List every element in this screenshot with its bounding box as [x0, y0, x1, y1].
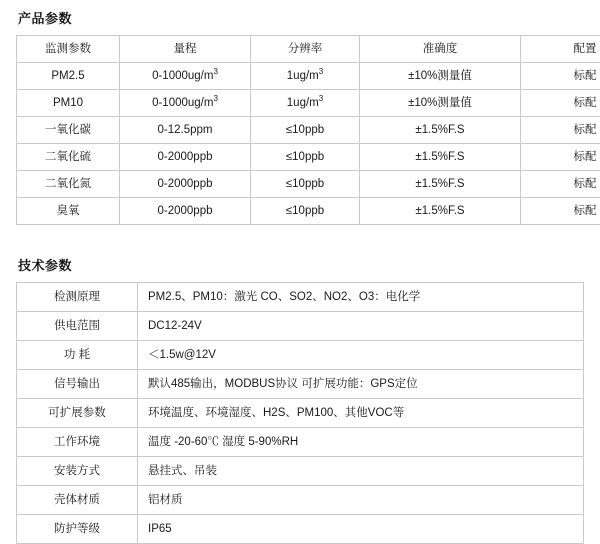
- cell-resolution-text: ≤10ppb: [286, 178, 324, 190]
- cell-accuracy: ±1.5%F.S: [360, 144, 521, 171]
- table-row: [17, 63, 600, 90]
- cell-tech-value: 温度 -20-60℃ 湿度 5-90%RH: [138, 428, 584, 457]
- cell-range-superscript: 3: [213, 67, 217, 76]
- technical-parameters-table: [16, 282, 584, 544]
- cell-range: [120, 90, 251, 117]
- cell-tech-key: 壳体材质: [17, 486, 138, 515]
- cell-tech-value: PM2.5、PM10：激光 CO、SO2、NO2、O3：电化学: [138, 283, 584, 312]
- cell-range: [120, 171, 251, 198]
- cell-accuracy: ±1.5%F.S: [360, 117, 521, 144]
- cell-range-text: 0-2000ppb: [158, 178, 213, 190]
- cell-resolution-text: ≤10ppb: [286, 124, 324, 136]
- cell-tech-key: 信号输出: [17, 370, 138, 399]
- cell-tech-value: DC12-24V: [138, 312, 584, 341]
- cell-range: [120, 63, 251, 90]
- cell-range-text: 0-12.5ppm: [158, 124, 213, 136]
- column-header-range: 量程: [120, 36, 251, 63]
- cell-accuracy: ±10%测量值: [360, 63, 521, 90]
- cell-tech-key: 防护等级: [17, 515, 138, 544]
- cell-accuracy: ±1.5%F.S: [360, 198, 521, 225]
- cell-resolution: [251, 171, 360, 198]
- table-row: [17, 144, 600, 171]
- column-header-accuracy: 准确度: [360, 36, 521, 63]
- tech-table-body: [17, 283, 584, 544]
- cell-tech-key: 工作环境: [17, 428, 138, 457]
- cell-tech-value: 悬挂式、吊装: [138, 457, 584, 486]
- cell-range: [120, 144, 251, 171]
- cell-param-name: 一氧化碳: [17, 117, 120, 144]
- cell-config: 标配: [521, 171, 600, 198]
- table-row: [17, 486, 584, 515]
- tech-section-title: 技术参数: [18, 255, 584, 274]
- cell-range-text: 0-2000ppb: [158, 151, 213, 163]
- section-spacer: [16, 225, 584, 255]
- product-parameters-table: [16, 35, 600, 225]
- cell-resolution-text: ≤10ppb: [286, 151, 324, 163]
- cell-resolution-text: 1ug/m: [287, 97, 319, 109]
- cell-range: [120, 198, 251, 225]
- cell-range-text: 0-1000ug/m: [152, 97, 213, 109]
- cell-resolution: [251, 117, 360, 144]
- table-row: [17, 117, 600, 144]
- cell-tech-value: ＜1.5w@12V: [138, 341, 584, 370]
- table-row: [17, 457, 584, 486]
- cell-resolution: [251, 63, 360, 90]
- table-row: [17, 312, 584, 341]
- cell-resolution-superscript: 3: [319, 94, 323, 103]
- cell-resolution-superscript: 3: [319, 67, 323, 76]
- table-row: [17, 198, 600, 225]
- cell-range-text: 0-2000ppb: [158, 205, 213, 217]
- cell-resolution-text: 1ug/m: [287, 70, 319, 82]
- table-row: [17, 341, 584, 370]
- table-row: [17, 515, 584, 544]
- cell-param-name: PM2.5: [17, 63, 120, 90]
- cell-resolution: [251, 90, 360, 117]
- product-section-title: 产品参数: [18, 8, 584, 27]
- cell-param-name: 臭氧: [17, 198, 120, 225]
- cell-config: 标配: [521, 63, 600, 90]
- cell-param-name: PM10: [17, 90, 120, 117]
- cell-resolution-text: ≤10ppb: [286, 205, 324, 217]
- cell-config: 标配: [521, 90, 600, 117]
- cell-range-text: 0-1000ug/m: [152, 70, 213, 82]
- cell-tech-key: 检测原理: [17, 283, 138, 312]
- table-row: [17, 399, 584, 428]
- cell-tech-value: IP65: [138, 515, 584, 544]
- cell-accuracy: ±10%测量值: [360, 90, 521, 117]
- table-row: [17, 428, 584, 457]
- cell-range: [120, 117, 251, 144]
- cell-tech-value: 铝材质: [138, 486, 584, 515]
- cell-tech-key: 功 耗: [17, 341, 138, 370]
- cell-param-name: 二氧化氮: [17, 171, 120, 198]
- cell-config: 标配: [521, 198, 600, 225]
- cell-accuracy: ±1.5%F.S: [360, 171, 521, 198]
- cell-tech-key: 可扩展参数: [17, 399, 138, 428]
- cell-param-name: 二氧化硫: [17, 144, 120, 171]
- table-header-row: [17, 36, 600, 63]
- product-table-body: [17, 36, 600, 225]
- cell-config: 标配: [521, 144, 600, 171]
- table-row: [17, 171, 600, 198]
- column-header-monitor-param: 监测参数: [17, 36, 120, 63]
- cell-tech-key: 安装方式: [17, 457, 138, 486]
- cell-range-superscript: 3: [213, 94, 217, 103]
- cell-resolution: [251, 144, 360, 171]
- cell-tech-value: 默认485输出，MODBUS协议 可扩展功能：GPS定位: [138, 370, 584, 399]
- cell-tech-value: 环境温度、环境湿度、H2S、PM100、其他VOC等: [138, 399, 584, 428]
- table-row: [17, 370, 584, 399]
- column-header-resolution: 分辨率: [251, 36, 360, 63]
- cell-resolution: [251, 198, 360, 225]
- column-header-config: 配置: [521, 36, 600, 63]
- table-row: [17, 90, 600, 117]
- table-row: [17, 283, 584, 312]
- cell-config: 标配: [521, 117, 600, 144]
- cell-tech-key: 供电范围: [17, 312, 138, 341]
